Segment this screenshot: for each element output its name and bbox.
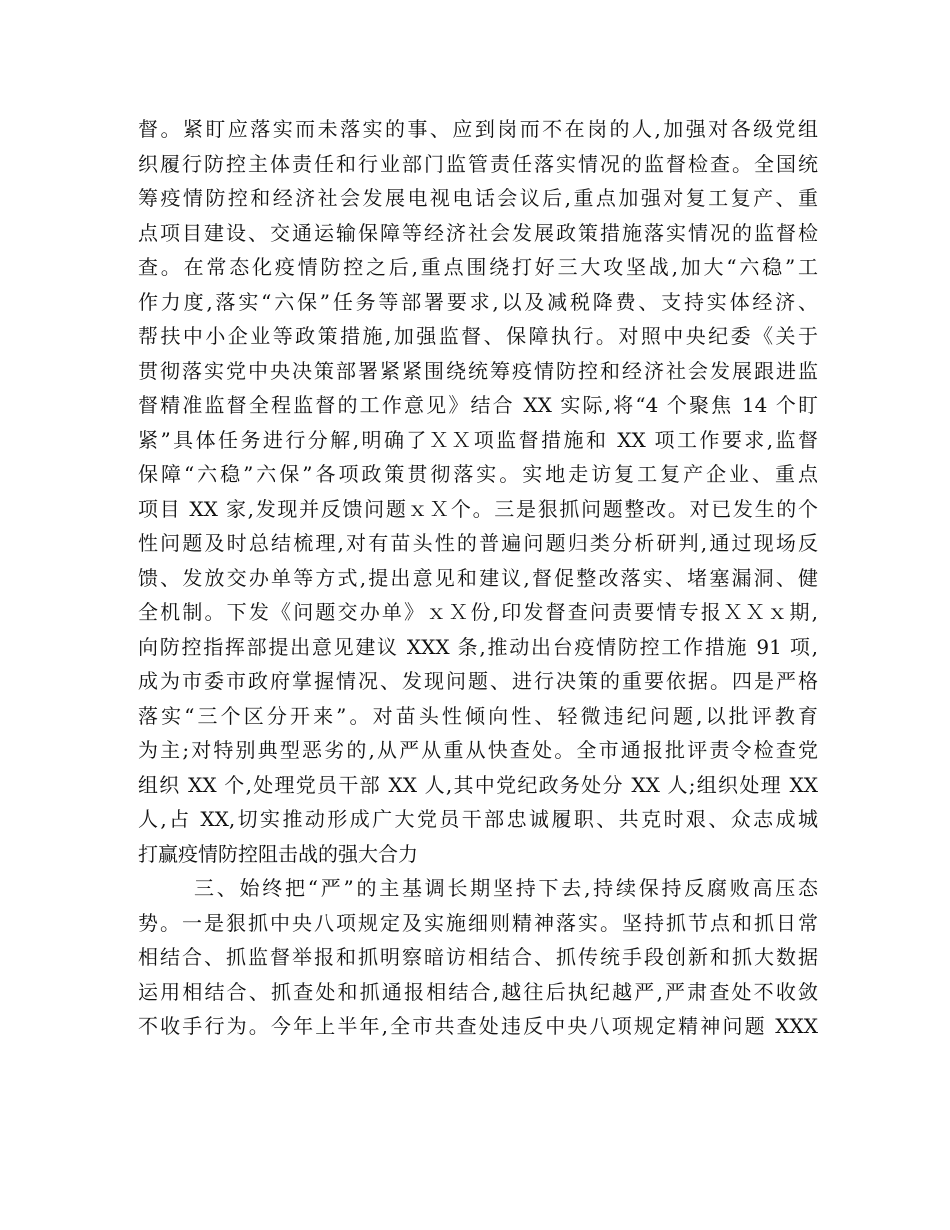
text-line: 馈、发放交办单等方式,提出意见和建议,督促整改落实、堵塞漏洞、健 [138, 565, 818, 590]
text-line: 保障“六稳”六保”各项政策贯彻落实。实地走访复工复产企业、重点 [138, 462, 818, 486]
paragraph-last-line: 打赢疫情防控阻击战的强大合力 [138, 841, 418, 866]
text-line: 督精准监督全程监督的工作意见》结合 XX 实际,将“4 个聚焦 14 个盯 [138, 393, 818, 417]
text-line: 势。一是狠抓中央八项规定及实施细则精神落实。坚持抓节点和抓日常 [138, 910, 818, 935]
text-line: 项目 XX 家,发现并反馈问题ｘＸ个。三是狠抓问题整改。对已发生的个 [138, 496, 818, 521]
text-line: 人,占 XX,切实推动形成广大党员干部忠诚履职、共克时艰、众志成城 [138, 807, 818, 831]
text-line: 帮扶中小企业等政策措施,加强监督、保障执行。对照中央纪委《关于 [138, 324, 818, 348]
text-line: 为主;对特别典型恶劣的,从严从重从快查处。全市通报批评责令检查党 [138, 738, 818, 762]
text-line: 点项目建设、交通运输保障等经济社会发展政策措施落实情况的监督检 [138, 220, 818, 245]
text-line: 督。紧盯应落实而未落实的事、应到岗而不在岗的人,加强对各级党组 [138, 117, 818, 141]
document-body [138, 112, 818, 1044]
text-line: 紧”具体任务进行分解,明确了ＸＸ项监督措施和 XX 项工作要求,监督 [138, 427, 818, 452]
text-line: 作力度,落实“六保”任务等部署要求,以及减税降费、支持实体经济、 [138, 289, 818, 314]
section-heading-line: 三、始终把“严”的主基调长期坚持下去,持续保持反腐败高压态 [194, 876, 818, 900]
text-line: 贯彻落实党中央决策部署紧紧围绕统筹疫情防控和经济社会发展跟进监 [138, 358, 818, 383]
text-line: 织履行防控主体责任和行业部门监管责任落实情况的监督检查。全国统 [138, 151, 818, 176]
text-line: 落实“三个区分开来”。对苗头性倾向性、轻微违纪问题,以批评教育 [138, 703, 818, 728]
text-line: 成为市委市政府掌握情况、发现问题、进行决策的重要依据。四是严格 [138, 669, 818, 693]
text-line: 查。在常态化疫情防控之后,重点围绕打好三大攻坚战,加大“六稳”工 [138, 255, 818, 279]
text-line: 运用相结合、抓查处和抓通报相结合,越往后执纪越严,严肃查处不收敛 [138, 979, 818, 1004]
text-line: 相结合、抓监督举报和抓明察暗访相结合、抓传统手段创新和抓大数据 [138, 945, 818, 969]
text-line: 组织 XX 个,处理党员干部 XX 人,其中党纪政务处分 XX 人;组织处理 XX [138, 772, 818, 797]
text-line: 向防控指挥部提出意见建议 XXX 条,推动出台疫情防控工作措施 91 项, [138, 634, 818, 659]
text-line: 全机制。下发《问题交办单》ｘＸ份,印发督查问责要情专报ＸＸｘ期, [138, 600, 818, 624]
text-line: 不收手行为。今年上半年,全市共查处违反中央八项规定精神问题 XXX [138, 1014, 818, 1038]
text-line: 性问题及时总结梳理,对有苗头性的普遍问题归类分析研判,通过现场反 [138, 531, 818, 555]
text-line: 筹疫情防控和经济社会发展电视电话会议后,重点加强对复工复产、重 [138, 186, 818, 210]
